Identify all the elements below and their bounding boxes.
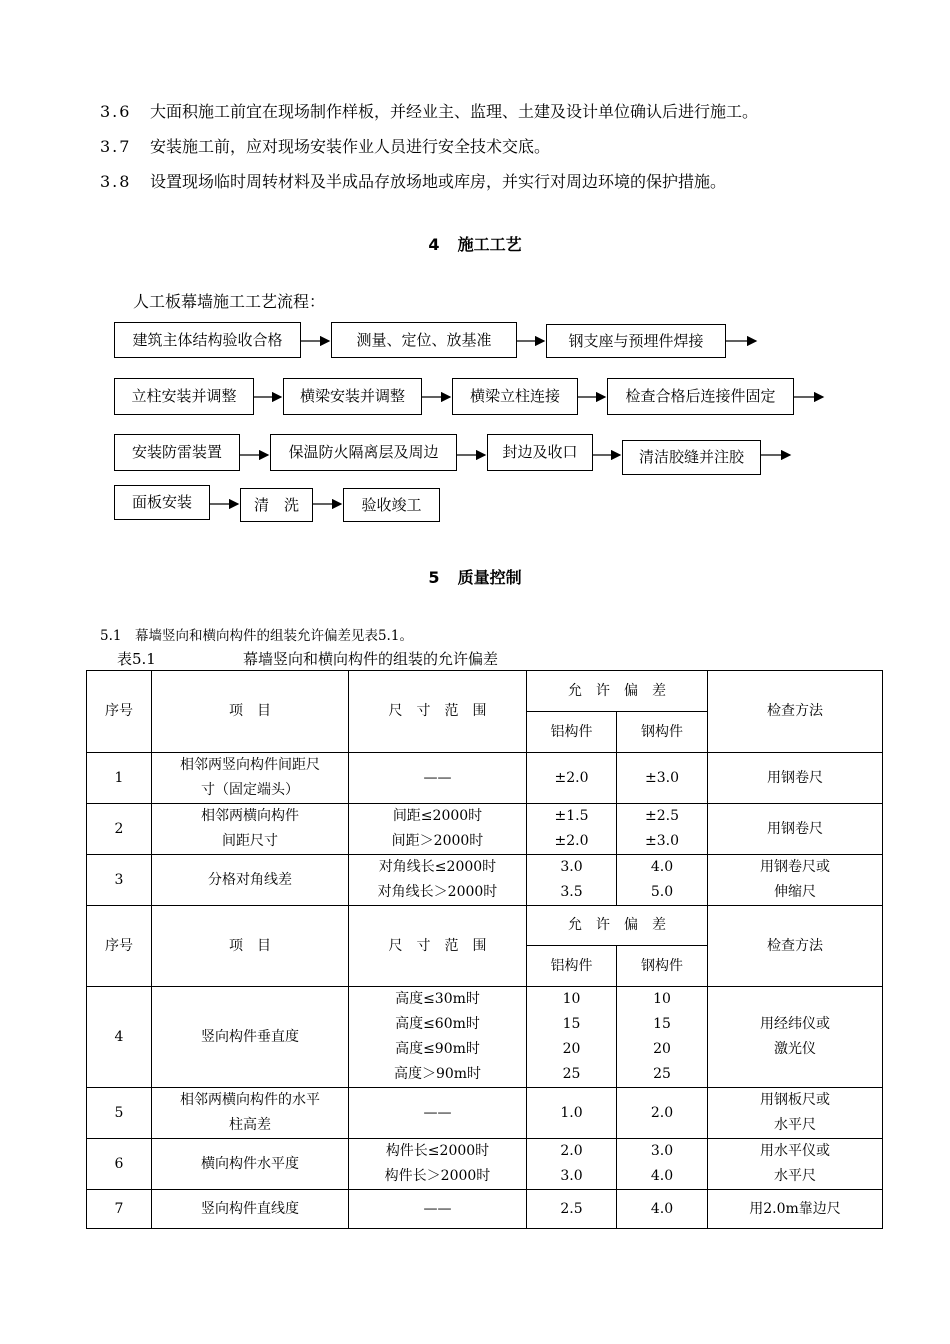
section-number: 4 — [428, 235, 440, 254]
table-label: 表5.1 — [117, 650, 156, 668]
flow-step: 验收竣工 — [343, 488, 440, 522]
header-seq: 序号 — [87, 906, 152, 987]
header-range: 尺 寸 范 围 — [349, 671, 527, 753]
cell-item: 竖向构件垂直度 — [152, 987, 349, 1088]
header-seq: 序号 — [87, 671, 152, 753]
flow-step: 横梁立柱连接 — [452, 378, 578, 415]
cell-aluminum: 3.0 3.5 — [527, 855, 617, 906]
section-title: 质量控制 — [457, 568, 522, 587]
flow-step: 建筑主体结构验收合格 — [114, 322, 301, 358]
cell-seq: 1 — [87, 753, 152, 804]
cell-aluminum: 10 15 20 25 — [527, 987, 617, 1088]
flow-step: 横梁安装并调整 — [283, 378, 422, 415]
paragraph-number: 3.6 — [100, 102, 132, 121]
cell-aluminum: 2.5 — [527, 1190, 617, 1229]
cell-seq: 6 — [87, 1139, 152, 1190]
tolerance-table — [86, 670, 883, 1229]
paragraph-number: 3.7 — [100, 137, 132, 156]
section-title: 施工工艺 — [457, 235, 522, 254]
cell-seq: 2 — [87, 804, 152, 855]
table-row — [87, 855, 883, 906]
table-row — [87, 1088, 883, 1139]
cell-steel: 2.0 — [617, 1088, 708, 1139]
flow-step: 保温防火隔离层及周边 — [270, 434, 457, 471]
cell-method: 用钢卷尺或 伸缩尺 — [708, 855, 883, 906]
cell-steel: 4.0 — [617, 1190, 708, 1229]
header-item: 项 目 — [152, 906, 349, 987]
cell-item: 相邻两横向构件的水平 柱高差 — [152, 1088, 349, 1139]
cell-seq: 4 — [87, 987, 152, 1088]
cell-range: 高度≤30m时 高度≤60m时 高度≤90m时 高度＞90m时 — [349, 987, 527, 1088]
cell-range: —— — [349, 753, 527, 804]
table-row — [87, 1139, 883, 1190]
cell-method: 用钢卷尺 — [708, 804, 883, 855]
cell-method: 用水平仪或 水平尺 — [708, 1139, 883, 1190]
table-row — [87, 753, 883, 804]
flow-step: 检查合格后连接件固定 — [607, 378, 794, 415]
header-method: 检查方法 — [708, 671, 883, 753]
cell-steel: ±2.5 ±3.0 — [617, 804, 708, 855]
flow-step: 钢支座与预埋件焊接 — [546, 324, 726, 358]
flow-step: 封边及收口 — [487, 434, 593, 471]
cell-item: 横向构件水平度 — [152, 1139, 349, 1190]
cell-item: 分格对角线差 — [152, 855, 349, 906]
flow-step: 面板安装 — [114, 485, 210, 520]
cell-range: 构件长≤2000时 构件长＞2000时 — [349, 1139, 527, 1190]
paragraph-number: 3.8 — [100, 172, 132, 191]
cell-steel: 10 15 20 25 — [617, 987, 708, 1088]
header-steel: 钢构件 — [617, 712, 708, 753]
flow-arrows — [0, 0, 950, 560]
cell-seq: 5 — [87, 1088, 152, 1139]
cell-seq: 3 — [87, 855, 152, 906]
cell-method: 用经纬仪或 激光仪 — [708, 987, 883, 1088]
cell-range: —— — [349, 1088, 527, 1139]
cell-aluminum: 2.0 3.0 — [527, 1139, 617, 1190]
table-row — [87, 804, 883, 855]
cell-seq: 7 — [87, 1190, 152, 1229]
flow-step: 测量、定位、放基准 — [331, 322, 517, 358]
cell-method: 用钢板尺或 水平尺 — [708, 1088, 883, 1139]
header-aluminum: 铝构件 — [527, 712, 617, 753]
cell-aluminum: 1.0 — [527, 1088, 617, 1139]
header-tolerance: 允 许 偏 差 — [527, 906, 708, 946]
cell-aluminum: ±1.5 ±2.0 — [527, 804, 617, 855]
section-5-heading — [0, 565, 950, 588]
header-range: 尺 寸 范 围 — [349, 906, 527, 987]
table-row — [87, 1190, 883, 1229]
table-caption: 幕墙竖向和横向构件的组装的允许偏差 — [243, 650, 499, 668]
paragraph-text: 大面积施工前宜在现场制作样板，并经业主、监理、土建及设计单位确认后进行施工。 — [150, 102, 759, 121]
header-tolerance: 允 许 偏 差 — [527, 671, 708, 712]
header-item: 项 目 — [152, 671, 349, 753]
cell-range: 间距≤2000时 间距＞2000时 — [349, 804, 527, 855]
paragraph-text: 安装施工前，应对现场安装作业人员进行安全技术交底。 — [150, 137, 551, 156]
section-number: 5 — [428, 568, 440, 587]
cell-method: 用钢卷尺 — [708, 753, 883, 804]
header-aluminum: 铝构件 — [527, 946, 617, 987]
cell-aluminum: ±2.0 — [527, 753, 617, 804]
flow-step: 安装防雷装置 — [114, 434, 240, 471]
flow-step: 清 洗 — [240, 488, 313, 522]
flow-step: 清洁胶缝并注胶 — [622, 440, 761, 475]
flow-step: 立柱安装并调整 — [114, 378, 254, 415]
cell-range: 对角线长≤2000时 对角线长＞2000时 — [349, 855, 527, 906]
cell-item: 相邻两横向构件 间距尺寸 — [152, 804, 349, 855]
cell-range: —— — [349, 1190, 527, 1229]
header-method: 检查方法 — [708, 906, 883, 987]
note-5-1: 5.1 幕墙竖向和横向构件的组装允许偏差见表5.1。 — [100, 628, 413, 644]
flow-intro: 人工板幕墙施工工艺流程： — [133, 292, 326, 311]
cell-steel: ±3.0 — [617, 753, 708, 804]
cell-item: 相邻两竖向构件间距尺 寸（固定端头） — [152, 753, 349, 804]
paragraph-text: 设置现场临时周转材料及半成品存放场地或库房，并实行对周边环境的保护措施。 — [150, 172, 727, 191]
table-row — [87, 987, 883, 1088]
cell-steel: 3.0 4.0 — [617, 1139, 708, 1190]
cell-steel: 4.0 5.0 — [617, 855, 708, 906]
cell-item: 竖向构件直线度 — [152, 1190, 349, 1229]
header-steel: 钢构件 — [617, 946, 708, 987]
cell-method: 用2.0m靠边尺 — [708, 1190, 883, 1229]
